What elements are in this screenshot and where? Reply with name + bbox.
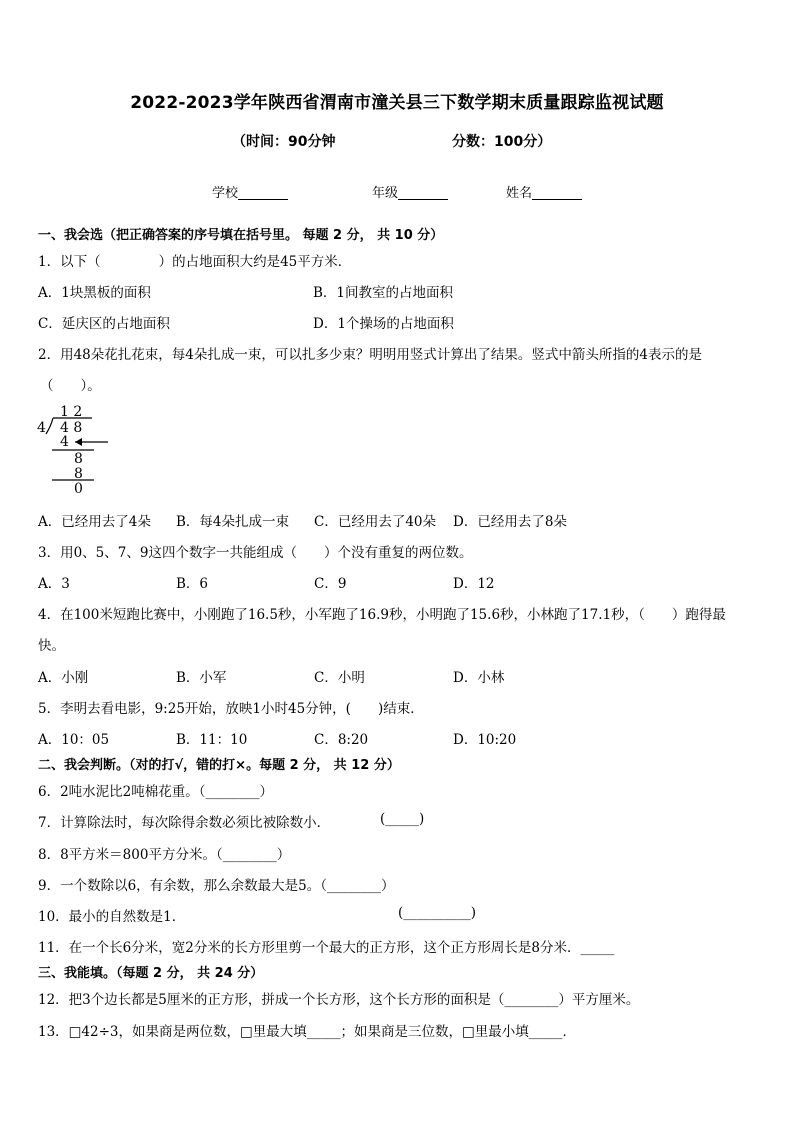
name-field bbox=[506, 182, 582, 201]
grade-blank bbox=[398, 185, 448, 200]
q7-answer-blank: (_____) bbox=[380, 811, 425, 827]
q4-option-b: B．小军 bbox=[176, 670, 227, 686]
q2-stem-line2: （ ）。 bbox=[40, 378, 101, 394]
exam-time: （时间：90分钟 bbox=[232, 134, 336, 150]
section-2-heading: 二、我会判断。（对的打√，错的打×。每题 2 分， 共 12 分） bbox=[38, 758, 400, 773]
long-division-figure bbox=[34, 400, 124, 496]
q10-answer-blank: (__________) bbox=[398, 905, 477, 921]
q5-option-d: D．10:20 bbox=[453, 732, 517, 748]
q1-option-d: D．1个操场的占地面积 bbox=[313, 316, 454, 332]
q10-stem: 10．最小的自然数是1． bbox=[38, 909, 186, 925]
q2-stem-line1: 2．用48朵花扎花束，每4朵扎成一束，可以扎多少束？明明用竖式计算出了结果。竖式中箭头所指的4表示的是 bbox=[38, 347, 702, 363]
exam-score: 分数：100分） bbox=[452, 134, 552, 150]
division-remainder-2: 0 bbox=[74, 481, 83, 496]
question-9: 9．一个数除以6，有余数，那么余数最大是5。（________） bbox=[38, 878, 395, 894]
q5-option-b: B．11：10 bbox=[176, 732, 248, 748]
question-12: 12．把3个边长都是5厘米的正方形，拼成一个长方形，这个长方形的面积是（________）平方厘米。 bbox=[38, 992, 640, 1008]
q4-stem-line2: 快。 bbox=[38, 638, 65, 654]
q4-option-c: C．小明 bbox=[314, 670, 365, 686]
name-label: 姓名 bbox=[506, 186, 533, 201]
grade-field bbox=[372, 182, 448, 201]
q2-option-c: C．已经用去了40朵 bbox=[314, 514, 437, 530]
section-1-heading: 一、我会选（把正确答案的序号填在括号里。 每题 2 分， 共 10 分） bbox=[38, 228, 444, 243]
q3-option-c: C．9 bbox=[314, 576, 347, 592]
q2-option-a: A．已经用去了4朵 bbox=[38, 514, 151, 530]
q3-option-a: A．3 bbox=[38, 576, 70, 592]
q1-stem-a: 1．以下（ bbox=[38, 254, 101, 270]
name-blank bbox=[532, 185, 582, 200]
division-quotient: 1 2 bbox=[60, 404, 83, 420]
q5-option-c: C．8:20 bbox=[314, 732, 369, 748]
question-6: 6．2吨水泥比2吨棉花重。（________） bbox=[38, 784, 274, 800]
q1-option-a: A．1块黑板的面积 bbox=[38, 285, 151, 301]
division-step-2: 8 bbox=[74, 466, 83, 482]
q3-option-d: D．12 bbox=[453, 576, 495, 592]
grade-label: 年级 bbox=[372, 186, 399, 201]
q3-option-b: B．6 bbox=[176, 576, 209, 592]
arrow-head-icon bbox=[75, 438, 82, 446]
q5-option-a: A．10：05 bbox=[38, 732, 110, 748]
school-field bbox=[212, 182, 288, 201]
question-8: 8．8平方米＝800平方分米。（________） bbox=[38, 847, 291, 863]
section-3-heading: 三、我能填。（每题 2 分， 共 24 分） bbox=[38, 966, 264, 981]
q1-option-c: C．延庆区的占地面积 bbox=[38, 316, 170, 332]
division-dividend: 4 8 bbox=[60, 420, 83, 436]
q3-stem: 3．用0、5、7、9这四个数字一共能组成（ ）个没有重复的两位数。 bbox=[38, 545, 473, 561]
page-title: 2022-2023学年陕西省渭南市潼关县三下数学期末质量跟踪监视试题 bbox=[130, 93, 664, 113]
division-remainder-1: 8 bbox=[74, 451, 83, 467]
question-1 bbox=[38, 250, 351, 270]
question-11: 11．在一个长6分米，宽2分米的长方形里剪一个最大的正方形，这个正方形周长是8分米．_____ bbox=[38, 940, 615, 956]
school-blank bbox=[238, 185, 288, 200]
q2-option-b: B．每4朵扎成一束 bbox=[176, 514, 290, 530]
division-step-1: 4 bbox=[60, 434, 69, 450]
q7-stem: 7．计算除法时，每次除得余数必须比被除数小． bbox=[38, 815, 331, 831]
q1-option-b: B．1间教室的占地面积 bbox=[313, 285, 454, 301]
division-divisor: 4 bbox=[37, 420, 46, 436]
q4-stem-line1: 4．在100米短跑比赛中，小刚跑了16.5秒，小军跑了16.9秒，小明跑了15.6秒，小林跑了17.1秒，（ ）跑得最 bbox=[38, 607, 726, 623]
q4-option-a: A．小刚 bbox=[38, 670, 89, 686]
school-label: 学校 bbox=[212, 186, 239, 201]
q2-option-d: D．已经用去了8朵 bbox=[453, 514, 567, 530]
q1-stem-b: ）的占地面积大约是45平方米． bbox=[158, 254, 352, 270]
division-bracket bbox=[46, 418, 53, 434]
question-13: 13．□42÷3，如果商是两位数，□里最大填_____；如果商是三位数，□里最小填_____． bbox=[38, 1024, 577, 1040]
q4-option-d: D．小林 bbox=[453, 670, 505, 686]
q5-stem: 5．李明去看电影，9:25开始，放映1小时45分钟，( )结束． bbox=[38, 701, 424, 717]
